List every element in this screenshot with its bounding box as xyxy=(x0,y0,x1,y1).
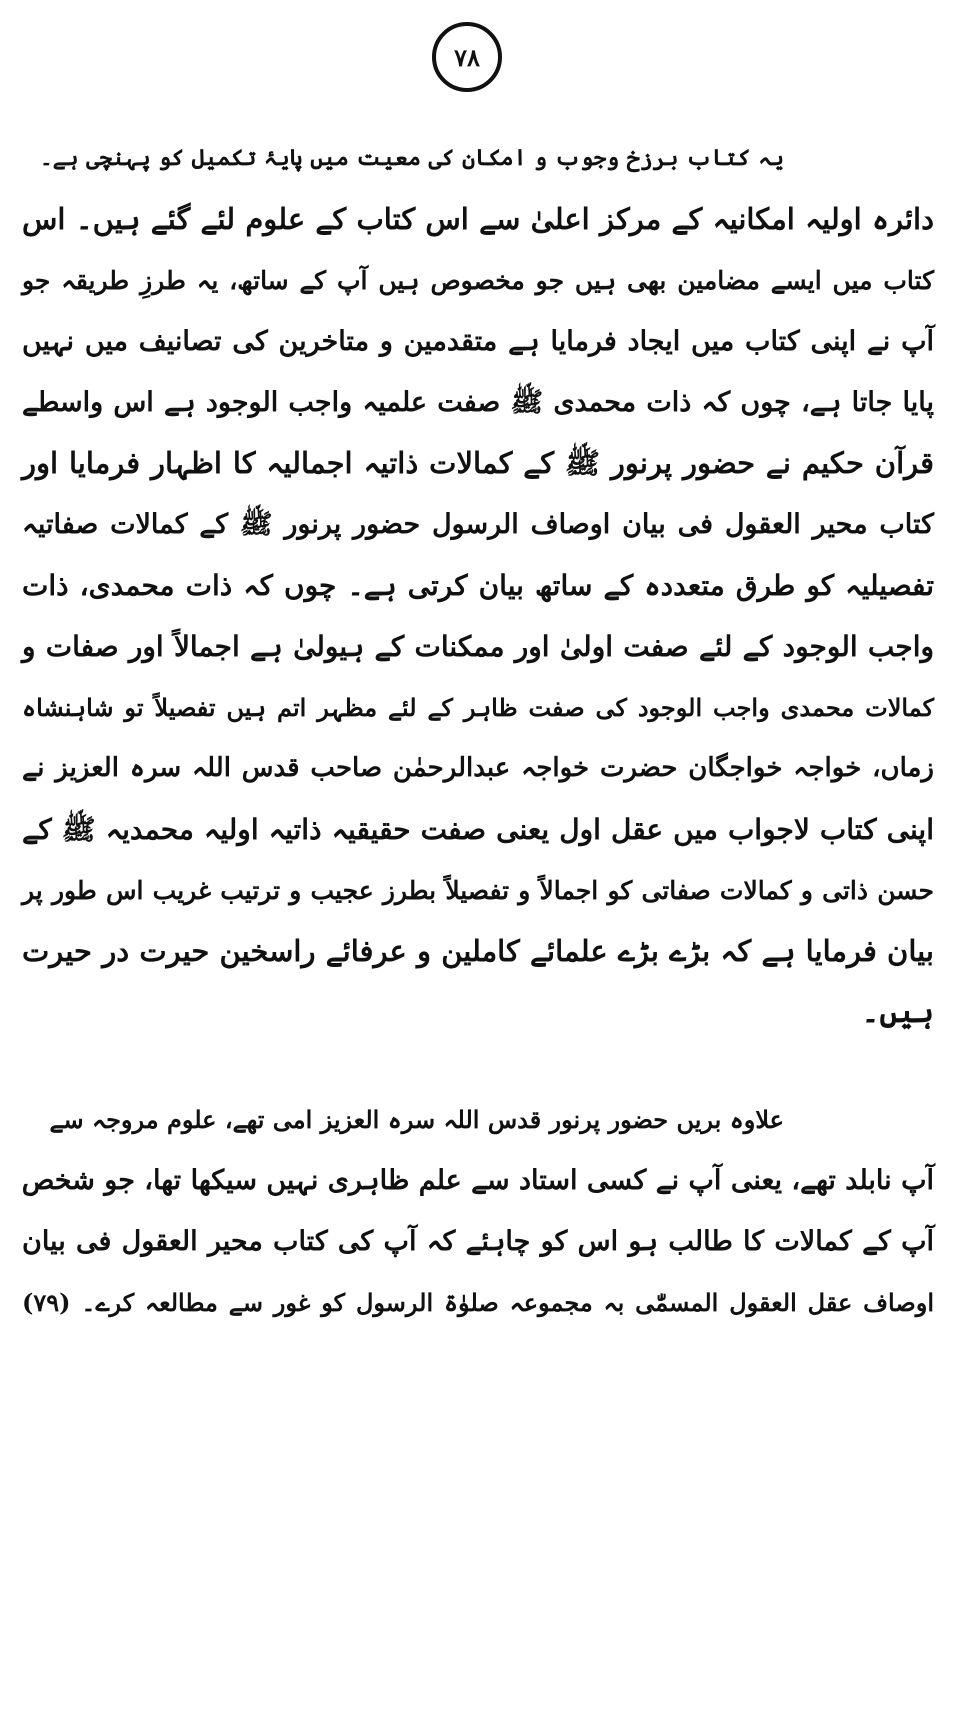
text-line: تفصیلیہ کو طرق متعددہ کے ساتھ بیان کرتی ہے۔ چوں کہ ذات محمدی، ذات xyxy=(22,569,934,602)
text-body xyxy=(22,128,934,1333)
text-line: واجب الوجود کے لئے صفت اولیٰ اور ممکنات کے ہیولیٰ ہے اجمالاً اور صفات و xyxy=(22,630,934,663)
text-line: یہ کتاب برزخ وجوب و امکان کی معیت میں پایۂ تکمیل کو پہنچی ہے۔ xyxy=(39,145,784,171)
text-line: اوصاف عقل العقول المسمّٰی بہ مجموعہ صلوٰۃ الرسول کو غور سے مطالعہ کرے۔ (۷۹) xyxy=(22,1288,934,1317)
paragraph-gap xyxy=(22,1043,934,1089)
text-line: کمالات محمدی واجب الوجود کی صفت ظاہر کے لئے مظہر اتم ہیں تفصیلاً تو شاہنشاہ xyxy=(22,693,934,722)
page-number: ۷۸ xyxy=(432,22,502,92)
text-line: کتاب محیر العقول فی بیان اوصاف الرسول حضور پرنور ﷺ کے کمالات صفاتیہ xyxy=(22,509,934,540)
paragraph-1 xyxy=(22,128,934,1043)
text-line: علاوہ بریں حضور پرنور قدس اللہ سرہ العزیز امی تھے، علوم مروجہ سے xyxy=(49,1105,784,1134)
text-line: بیان فرمایا ہے کہ بڑے بڑے علمائے کاملین و عرفائے راسخین حیرت در حیرت xyxy=(22,934,934,968)
text-line: حسن ذاتی و کمالات صفاتی کو اجمالاً و تفصیلاً بطرز عجیب و ترتیب غریب اس طور پر xyxy=(22,876,934,905)
text-line: آپ نابلد تھے، یعنی آپ نے کسی استاد سے علم ظاہری نہیں سیکھا تھا، جو شخص xyxy=(21,1165,934,1196)
text-line: آپ کے کمالات کا طالب ہو اس کو چاہئے کہ آپ کی کتاب محیر العقول فی بیان xyxy=(22,1226,934,1257)
text-line: قرآن حکیم نے حضور پرنور ﷺ کے کمالات ذاتیہ اجمالیہ کا اظہار فرمایا اور xyxy=(22,446,934,480)
text-line: ہیں۔ xyxy=(861,994,934,1030)
text-line: آپ نے اپنی کتاب میں ایجاد فرمایا ہے متقدمین و متاخرین کی تصانیف میں نہیں xyxy=(22,326,934,357)
text-line: اپنی کتاب لاجواب میں عقل اول یعنی صفت حقیقیہ ذاتیہ اولیہ محمدیہ ﷺ کے xyxy=(22,813,934,846)
text-line: زماں، خواجہ خواجگان حضرت خواجہ عبدالرحمٰن صاحب قدس اللہ سرہ العزیز نے xyxy=(22,753,934,783)
paragraph-2 xyxy=(22,1089,934,1333)
text-line: پایا جاتا ہے، چوں کہ ذات محمدی ﷺ صفت علمیہ واجب الوجود ہے اس واسطے xyxy=(22,387,934,418)
text-line: کتاب میں ایسے مضامین بھی ہیں جو مخصوص ہیں آپ کے ساتھ، یہ طرزِ طریقہ جو xyxy=(22,266,934,295)
text-line: دائرہ اولیہ امکانیہ کے مرکز اعلیٰ سے اس کتاب کے علوم لئے گئے ہیں۔ اس xyxy=(22,202,934,236)
